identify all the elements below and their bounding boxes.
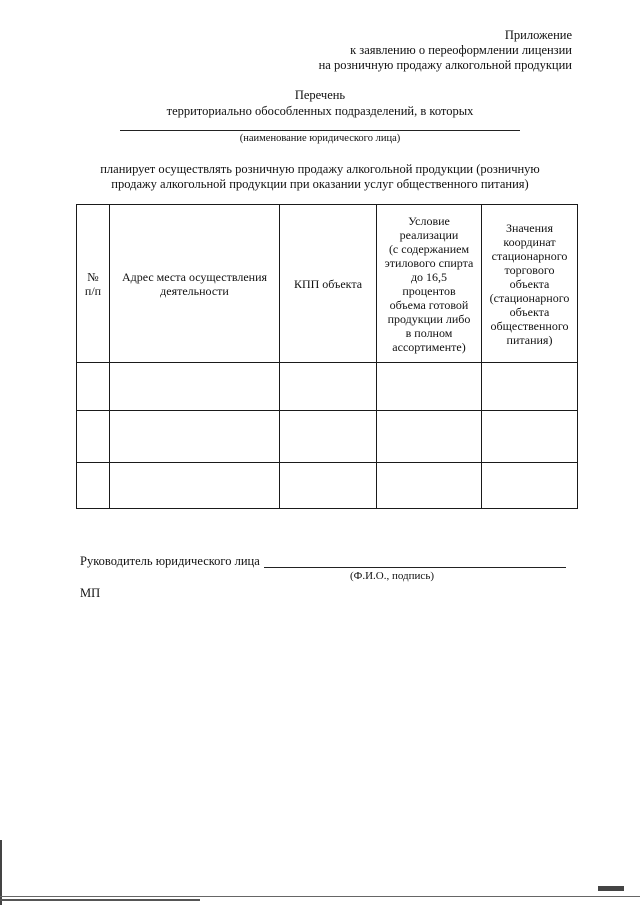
- cell-coordinates[interactable]: [482, 411, 578, 463]
- header-text-line: п/п: [84, 283, 102, 298]
- stamp-place-label: МП: [80, 586, 101, 600]
- header-text-line: объема готовой: [389, 297, 469, 312]
- table-row: [77, 363, 578, 411]
- annex-line-2: к заявлению о переоформлении лицензии: [350, 43, 572, 57]
- header-text-line: стационарного: [491, 248, 568, 263]
- table-row: [77, 411, 578, 463]
- intro-line-2: продажу алкогольной продукции при оказании услуг общественного питания): [111, 177, 529, 191]
- header-kpp: [280, 205, 377, 363]
- header-text-line: деятельности: [160, 283, 229, 298]
- document-title: Перечень: [294, 88, 346, 102]
- header-sale-condition: [377, 205, 482, 363]
- header-text-line: ассортименте): [392, 339, 466, 354]
- header-text-line: Значения: [505, 220, 553, 235]
- table-header-row: [77, 205, 578, 363]
- cell-address[interactable]: [110, 411, 280, 463]
- cell-number[interactable]: [77, 363, 110, 411]
- header-text-line: (стационарного: [489, 290, 570, 305]
- header-text-line: объекта: [509, 304, 550, 319]
- header-number: [77, 205, 110, 363]
- cell-number[interactable]: [77, 463, 110, 509]
- header-text-line: торгового: [504, 262, 555, 277]
- header-text-line: питания): [506, 332, 553, 347]
- header-text-line: в полном: [405, 325, 453, 340]
- header-text-line: до 16,5: [410, 269, 448, 284]
- table-row: [77, 463, 578, 509]
- cell-address[interactable]: [110, 363, 280, 411]
- cell-kpp[interactable]: [280, 411, 377, 463]
- intro-line-1: планирует осуществлять розничную продажу алкогольной продукции (розничную: [100, 162, 540, 176]
- header-text-line: координат: [503, 234, 556, 249]
- header-text-line: Адрес места осуществления: [121, 269, 268, 284]
- cell-kpp[interactable]: [280, 363, 377, 411]
- legal-entity-name-caption: (наименование юридического лица): [239, 133, 401, 144]
- legal-entity-name-line: [120, 130, 520, 131]
- cell-coordinates[interactable]: [482, 463, 578, 509]
- header-text-line: этилового спирта: [384, 255, 474, 270]
- annex-line-3: на розничную продажу алкогольной продукции: [318, 58, 572, 72]
- header-text-line: общественного: [490, 318, 569, 333]
- header-text-line: продукции либо: [387, 311, 471, 326]
- header-address: [110, 205, 280, 363]
- cell-kpp[interactable]: [280, 463, 377, 509]
- header-text-line: процентов: [402, 283, 456, 298]
- header-text-line: КПП объекта: [293, 276, 363, 291]
- document-subtitle: территориально обособленных подразделений, в которых: [166, 104, 474, 118]
- cell-condition[interactable]: [377, 463, 482, 509]
- header-text-line: реализации: [399, 227, 459, 242]
- signature-caption: (Ф.И.О., подпись): [350, 570, 434, 582]
- signature-label: Руководитель юридического лица: [80, 554, 260, 568]
- signature-line[interactable]: [264, 567, 566, 568]
- intro-text: [70, 162, 570, 192]
- subdivisions-table: [76, 204, 578, 509]
- cell-condition[interactable]: [377, 411, 482, 463]
- header-text-line: №: [87, 269, 99, 284]
- cell-address[interactable]: [110, 463, 280, 509]
- annex-line-1: Приложение: [504, 28, 572, 42]
- scan-mark: [598, 886, 624, 891]
- header-text-line: (с содержанием: [388, 241, 470, 256]
- cell-condition[interactable]: [377, 363, 482, 411]
- header-text-line: Условие: [408, 213, 450, 228]
- scan-edge-bottom-thick: [0, 899, 200, 901]
- header-text-line: объекта: [509, 276, 550, 291]
- annex-header: [319, 28, 572, 73]
- cell-coordinates[interactable]: [482, 363, 578, 411]
- cell-number[interactable]: [77, 411, 110, 463]
- header-coordinates: [482, 205, 578, 363]
- scan-edge-bottom: [0, 896, 640, 897]
